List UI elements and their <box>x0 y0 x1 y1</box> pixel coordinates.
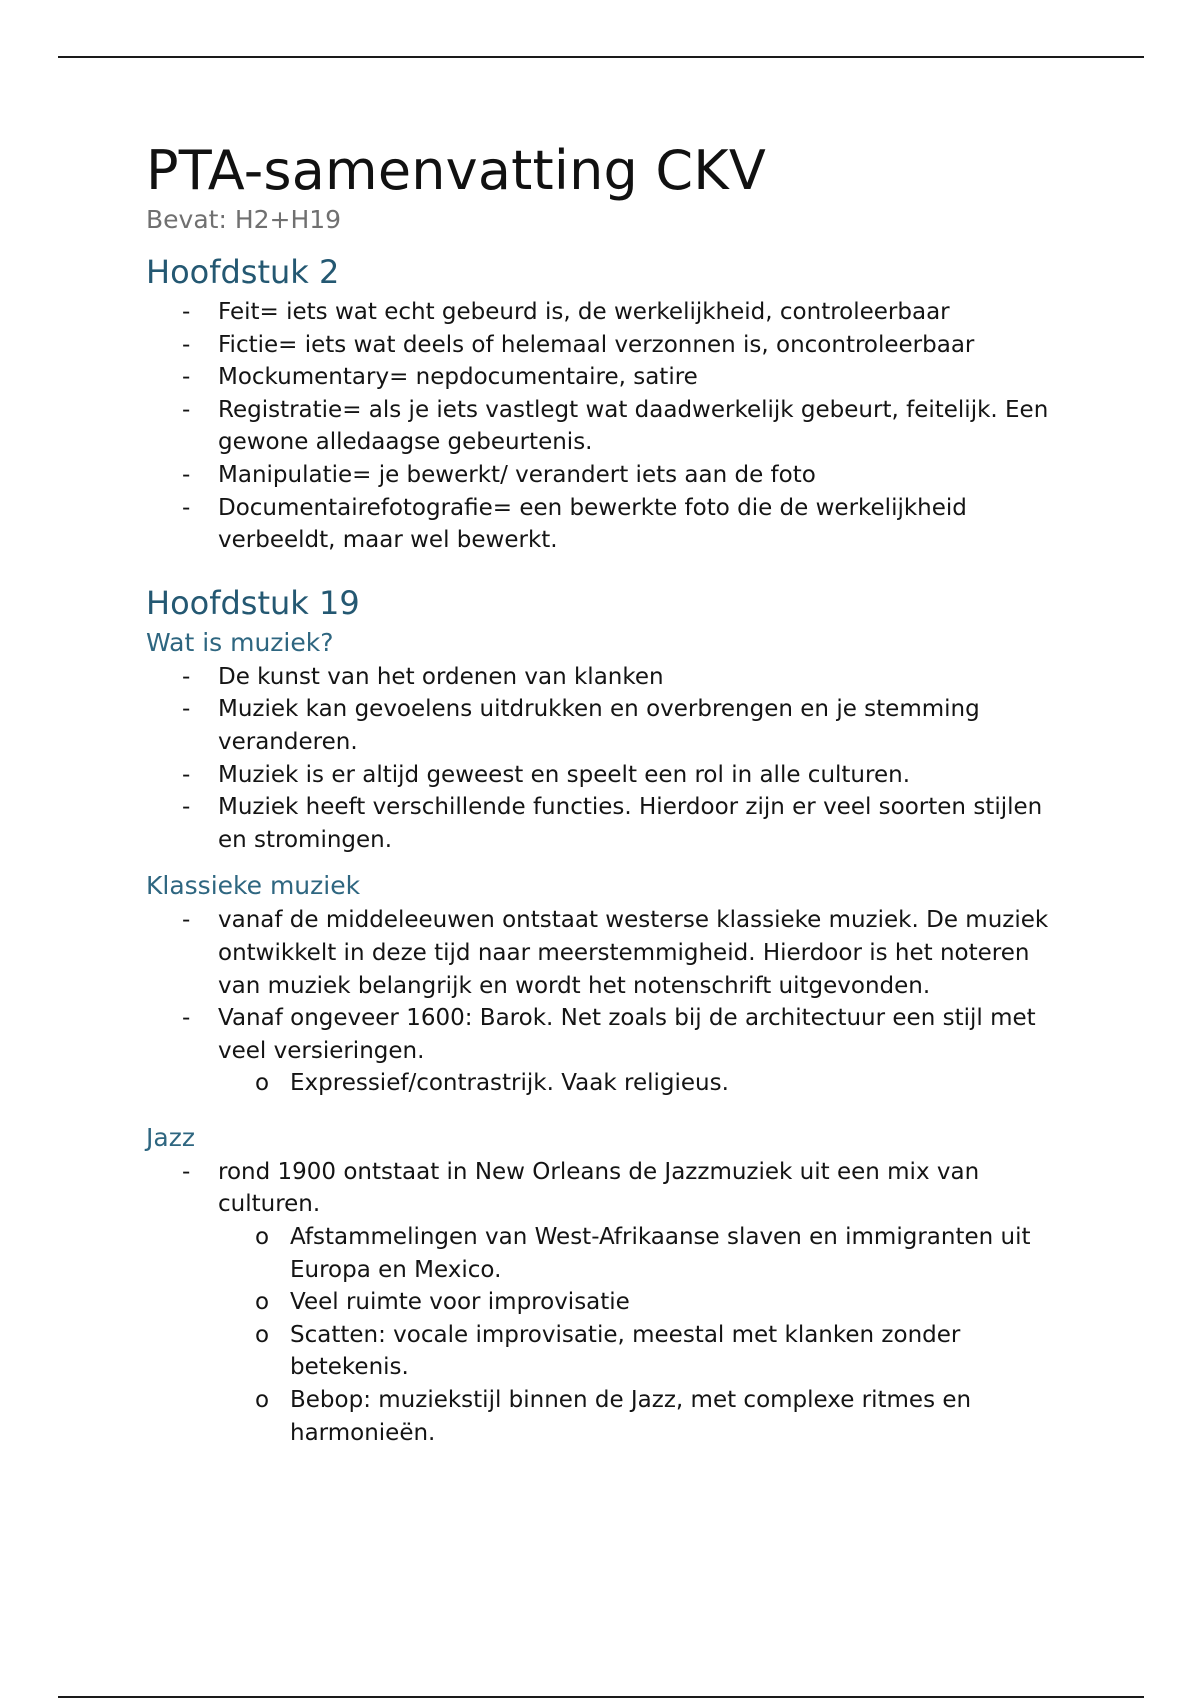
sub-list-item-text: Bebop: muziekstijl binnen de Jazz, met complexe ritmes en harmonieën. <box>290 1387 972 1446</box>
sub-list-item <box>218 1286 1066 1319</box>
sub-list-item <box>218 1319 1066 1384</box>
bullet-marker: - <box>182 1005 191 1032</box>
sub-list-item-text: Scatten: vocale improvisatie, meestal met klanken zonder betekenis. <box>290 1321 961 1381</box>
list-item-text: Muziek kan gevoelens uitdrukken en overbrengen en je stemming veranderen. <box>218 696 980 755</box>
list-item <box>146 361 1066 394</box>
sub-list-item-text: Veel ruimte voor improvisatie <box>290 1289 630 1316</box>
list-item-text: Manipulatie= je bewerkt/ verandert iets aan de foto <box>218 461 816 488</box>
bullet-marker: - <box>182 663 191 690</box>
list-item-text: rond 1900 ontstaat in New Orleans de Jazzmuziek uit een mix van culturen. <box>218 1158 980 1218</box>
wat-is-muziek-list <box>146 661 1066 857</box>
footer-rule <box>58 1696 1144 1698</box>
list-item <box>146 394 1066 459</box>
bullet-marker: - <box>182 461 191 488</box>
bullet-marker: - <box>182 761 191 788</box>
chapter-19-heading: Hoofdstuk 19 <box>146 583 360 622</box>
chapter-2-heading: Hoofdstuk 2 <box>146 253 340 291</box>
list-item-text: Vanaf ongeveer 1600: Barok. Net zoals bij de architectuur een stijl met veel versieringen. <box>218 1005 1036 1064</box>
list-item-text: vanaf de middeleeuwen ontstaat westerse klassieke muziek. De muziek ontwikkelt in deze tijd naar meerstemmigheid. Hierdoor is het noteren van muziek belangrijk en wordt het notenschrift uitgevonden. <box>218 907 1049 999</box>
bullet-marker: - <box>182 1158 191 1185</box>
list-item-text: Registratie= als je iets vastlegt wat daadwerkelijk gebeurt, feitelijk. Een gewone alledaagse gebeurtenis. <box>218 396 1049 456</box>
list-item-text: Muziek is er altijd geweest en speelt een rol in alle culturen. <box>218 761 910 788</box>
list-item <box>146 1156 1066 1449</box>
bullet-marker: - <box>182 907 191 934</box>
list-item-text: Mockumentary= nepdocumentaire, satire <box>218 364 698 391</box>
list-item <box>146 459 1066 492</box>
sub-list-item <box>218 1384 1066 1449</box>
sub-list-item-text: Afstammelingen van West-Afrikaanse slaven en immigranten uit Europa en Mexico. <box>290 1224 1031 1283</box>
bullet-marker: - <box>182 396 191 423</box>
list-item <box>146 904 1066 1002</box>
list-item <box>146 791 1066 856</box>
chapter-2-list <box>146 296 1066 557</box>
list-item <box>146 759 1066 792</box>
sub-bullet-marker: o <box>255 1289 270 1316</box>
barok-sublist <box>218 1067 1066 1100</box>
document-subtitle: Bevat: H2+H19 <box>146 205 342 234</box>
list-item-text: Feit= iets wat echt gebeurd is, de werkelijkheid, controleerbaar <box>218 299 950 325</box>
list-item <box>146 661 1066 694</box>
list-item <box>146 329 1066 362</box>
jazz-list <box>146 1156 1066 1449</box>
sub-bullet-marker: o <box>255 1070 270 1097</box>
sub-bullet-marker: o <box>255 1387 270 1414</box>
list-item <box>146 693 1066 758</box>
sub-bullet-marker: o <box>255 1224 270 1251</box>
sub-list-item <box>218 1221 1066 1286</box>
section-heading-jazz: Jazz <box>146 1122 195 1152</box>
header-rule <box>58 56 1144 58</box>
section-heading-klassieke-muziek: Klassieke muziek <box>146 871 361 901</box>
bullet-marker: - <box>182 494 191 521</box>
list-item <box>146 492 1066 557</box>
bullet-marker: - <box>182 696 191 723</box>
bullet-marker: - <box>182 794 191 821</box>
list-item <box>146 296 1066 329</box>
document-body <box>146 138 1066 1449</box>
sub-list-item <box>218 1067 1066 1100</box>
jazz-sublist <box>218 1221 1066 1449</box>
klassieke-muziek-list <box>146 904 1066 1100</box>
list-item <box>146 1002 1066 1100</box>
bullet-marker: - <box>182 331 191 358</box>
bullet-marker: - <box>182 299 191 325</box>
section-heading-wat-is-muziek: Wat is muziek? <box>146 627 334 657</box>
list-item-text: Documentairefotografie= een bewerkte foto die de werkelijkheid verbeeldt, maar wel bewerkt. <box>218 494 967 554</box>
list-item-text: Fictie= iets wat deels of helemaal verzonnen is, oncontroleerbaar <box>218 331 975 358</box>
bullet-marker: - <box>182 364 191 391</box>
sub-bullet-marker: o <box>255 1321 270 1348</box>
sub-list-item-text: Expressief/contrastrijk. Vaak religieus. <box>290 1070 729 1097</box>
list-item-text: Muziek heeft verschillende functies. Hierdoor zijn er veel soorten stijlen en stromingen. <box>218 794 1043 853</box>
list-item-text: De kunst van het ordenen van klanken <box>218 663 664 690</box>
document-title: PTA-samenvatting CKV <box>146 139 766 202</box>
